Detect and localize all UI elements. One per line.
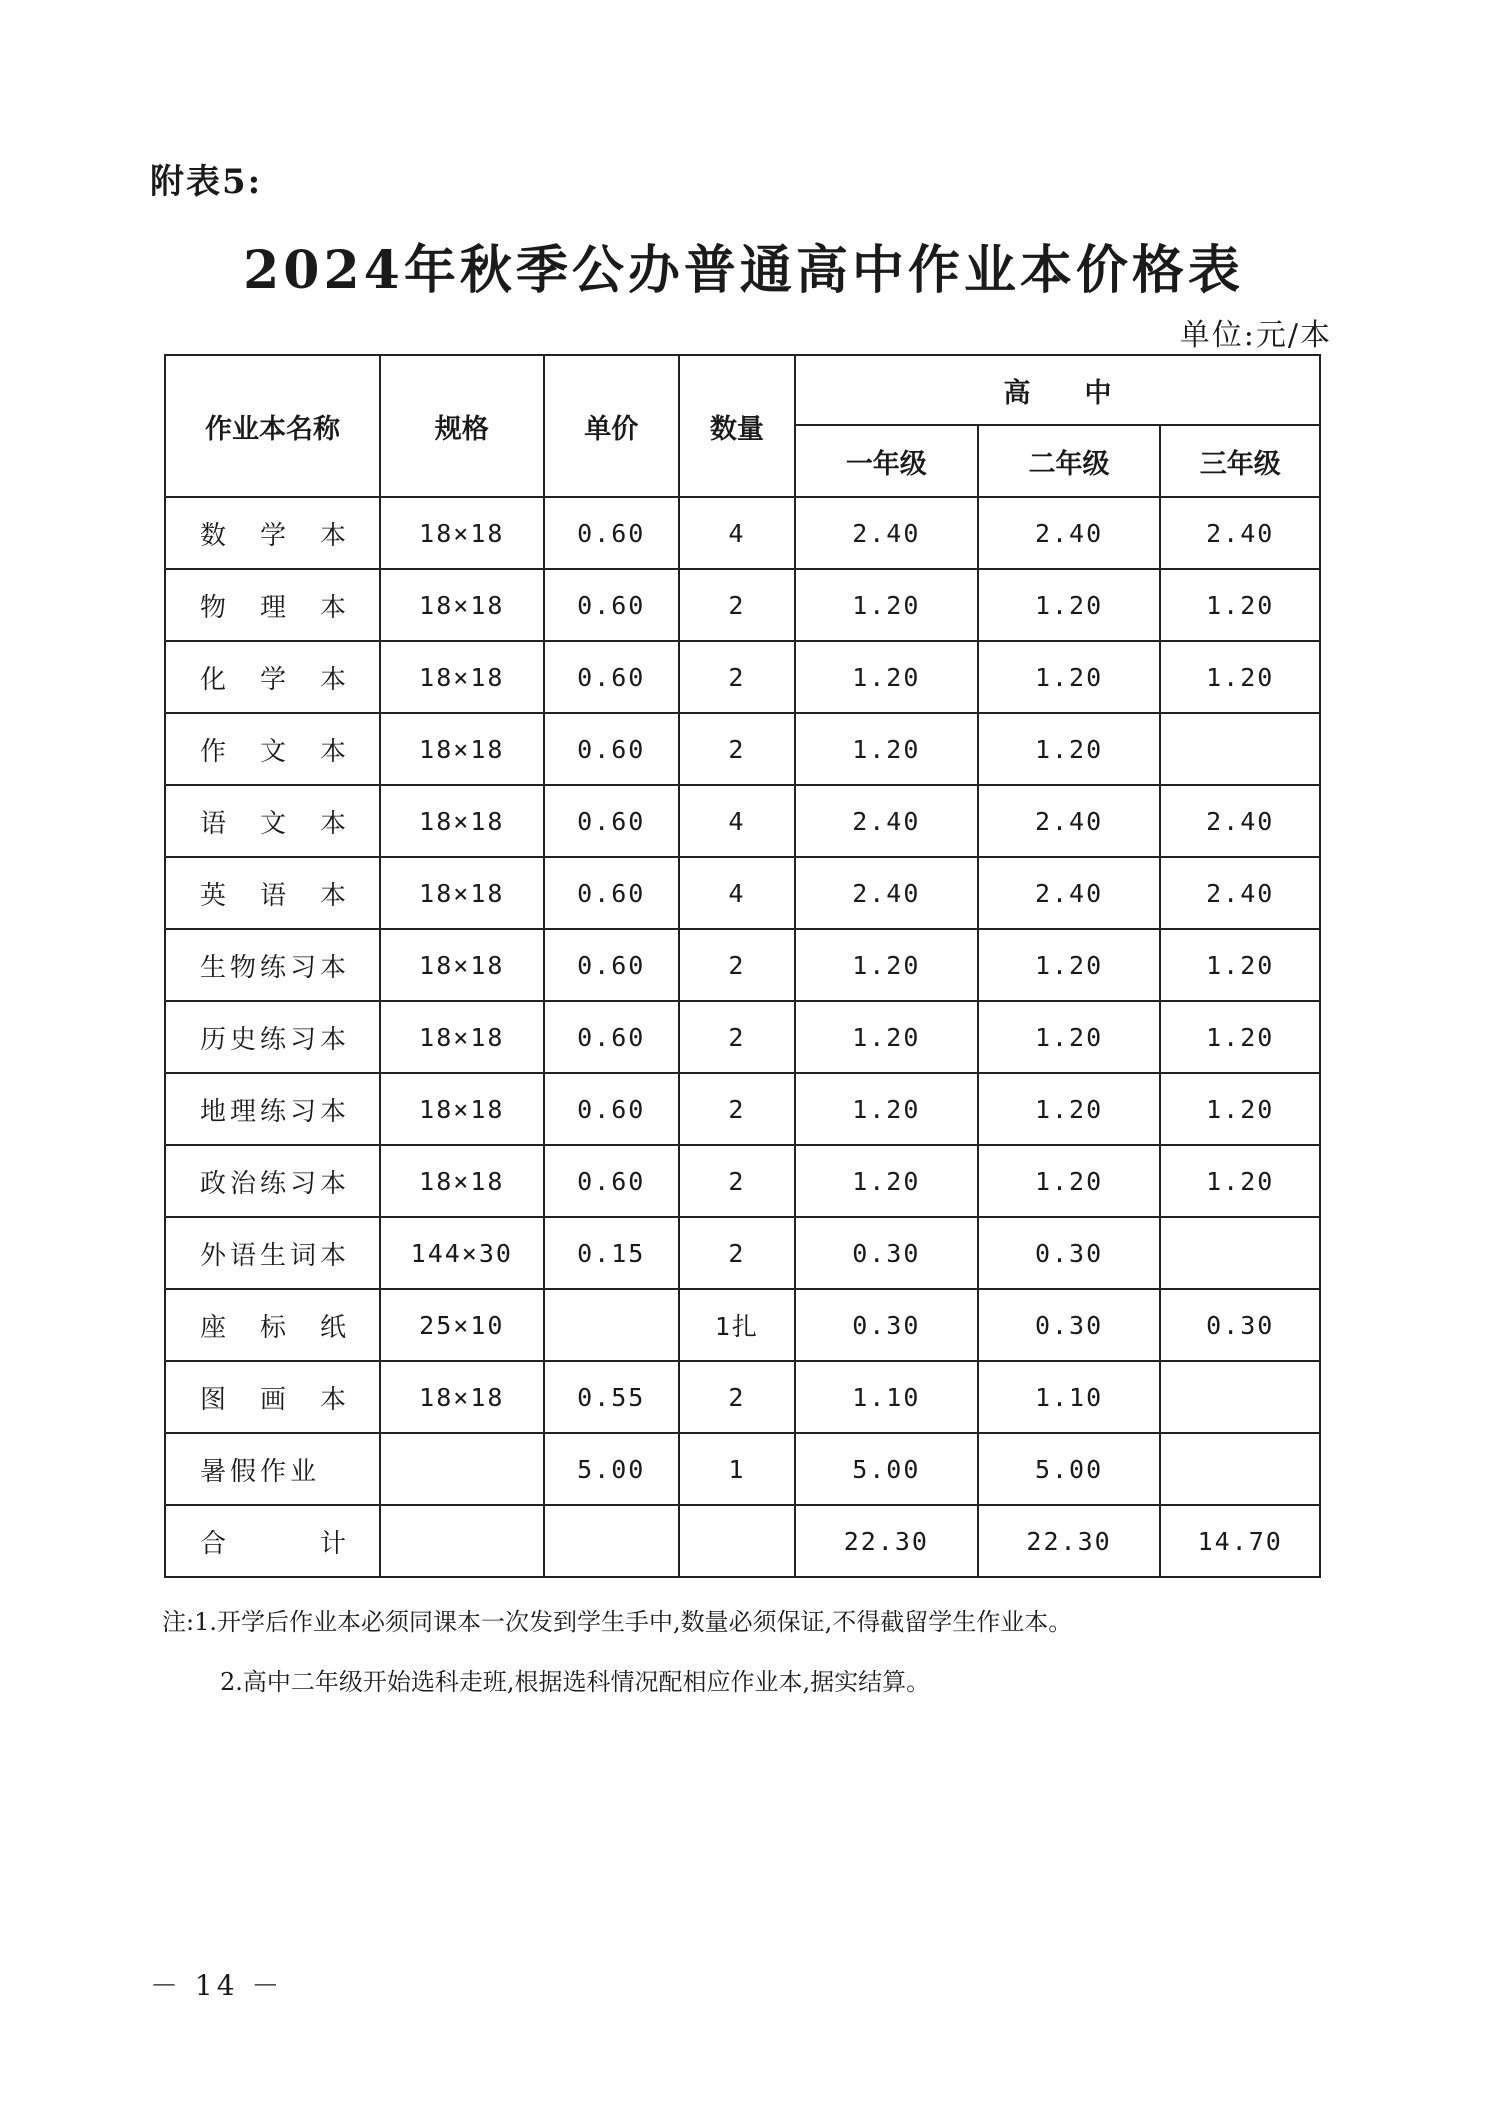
- cell-spec: 18×18: [380, 857, 544, 929]
- cell-name: 化 学 本: [165, 641, 380, 713]
- cell-grade-2: 2.40: [978, 785, 1161, 857]
- cell-unit-price: 0.60: [544, 569, 679, 641]
- table-row: [165, 497, 1320, 569]
- cell-quantity: 2: [679, 1145, 795, 1217]
- cell-spec: 144×30: [380, 1217, 544, 1289]
- cell-grade-3: 1.20: [1160, 569, 1320, 641]
- notes: [162, 1592, 1072, 1712]
- note-2: 2.高中二年级开始选科走班,根据选科情况配相应作业本,据实结算。: [220, 1668, 931, 1696]
- cell-name: 作 文 本: [165, 713, 380, 785]
- cell-quantity: 1: [679, 1433, 795, 1505]
- cell-grade-2: 0.30: [978, 1217, 1161, 1289]
- cell-grade-2: 1.20: [978, 929, 1161, 1001]
- table-row: [165, 1361, 1320, 1433]
- cell-name: 语 文 本: [165, 785, 380, 857]
- cell-grade-3: 2.40: [1160, 857, 1320, 929]
- cell-unit-price: 0.60: [544, 929, 679, 1001]
- cell-spec: 18×18: [380, 1001, 544, 1073]
- cell-grade-3: [1160, 1433, 1320, 1505]
- cell-unit-price: 0.60: [544, 857, 679, 929]
- table-row: [165, 641, 1320, 713]
- cell-quantity: 2: [679, 1073, 795, 1145]
- header-grade-2: 二年级: [978, 425, 1161, 497]
- cell-quantity: 2: [679, 1001, 795, 1073]
- header-quantity: 数量: [679, 355, 795, 497]
- table-row: [165, 1433, 1320, 1505]
- cell-grade-2: 1.20: [978, 1001, 1161, 1073]
- cell-grade-1: 22.30: [795, 1505, 978, 1577]
- cell-grade-2: 22.30: [978, 1505, 1161, 1577]
- cell-quantity: 4: [679, 857, 795, 929]
- table-row: [165, 1073, 1320, 1145]
- cell-name: 政治练习本: [165, 1145, 380, 1217]
- cell-spec: [380, 1505, 544, 1577]
- cell-quantity: 2: [679, 1217, 795, 1289]
- unit-note: 单位:元/本: [1179, 318, 1332, 353]
- cell-grade-2: 1.20: [978, 713, 1161, 785]
- cell-quantity: 4: [679, 497, 795, 569]
- cell-grade-1: 1.20: [795, 713, 978, 785]
- document-title: 2024年秋季公办普通高中作业本价格表: [243, 240, 1244, 301]
- cell-spec: 18×18: [380, 1361, 544, 1433]
- cell-spec: 18×18: [380, 569, 544, 641]
- cell-grade-1: 0.30: [795, 1217, 978, 1289]
- cell-grade-1: 1.20: [795, 641, 978, 713]
- table-body: [165, 497, 1320, 1577]
- cell-grade-3: 2.40: [1160, 785, 1320, 857]
- cell-name: 物 理 本: [165, 569, 380, 641]
- cell-name: 合 计: [165, 1505, 380, 1577]
- cell-unit-price: 0.60: [544, 1073, 679, 1145]
- cell-grade-2: 1.20: [978, 1073, 1161, 1145]
- cell-grade-2: 1.10: [978, 1361, 1161, 1433]
- cell-spec: 18×18: [380, 641, 544, 713]
- cell-grade-3: 1.20: [1160, 929, 1320, 1001]
- cell-quantity: 2: [679, 1361, 795, 1433]
- cell-spec: 18×18: [380, 929, 544, 1001]
- cell-spec: 18×18: [380, 497, 544, 569]
- cell-spec: 18×18: [380, 713, 544, 785]
- cell-grade-3: 1.20: [1160, 1145, 1320, 1217]
- table-row: [165, 785, 1320, 857]
- cell-grade-2: 2.40: [978, 497, 1161, 569]
- cell-unit-price: 0.60: [544, 1001, 679, 1073]
- cell-name: 地理练习本: [165, 1073, 380, 1145]
- cell-grade-1: 1.20: [795, 1145, 978, 1217]
- cell-name: 座 标 纸: [165, 1289, 380, 1361]
- cell-grade-1: 1.10: [795, 1361, 978, 1433]
- cell-name: 数 学 本: [165, 497, 380, 569]
- cell-grade-1: 1.20: [795, 1001, 978, 1073]
- cell-spec: [380, 1433, 544, 1505]
- cell-name: 暑假作业: [165, 1433, 380, 1505]
- cell-unit-price: 0.60: [544, 785, 679, 857]
- cell-quantity: 2: [679, 713, 795, 785]
- cell-quantity: 2: [679, 641, 795, 713]
- table-row: [165, 1505, 1320, 1577]
- cell-name: 生物练习本: [165, 929, 380, 1001]
- cell-name: 历史练习本: [165, 1001, 380, 1073]
- header-grade-3: 三年级: [1160, 425, 1320, 497]
- cell-unit-price: 0.60: [544, 1145, 679, 1217]
- cell-name: 图 画 本: [165, 1361, 380, 1433]
- cell-grade-3: 1.20: [1160, 1001, 1320, 1073]
- table-row: [165, 1217, 1320, 1289]
- cell-grade-1: 1.20: [795, 929, 978, 1001]
- cell-grade-1: 2.40: [795, 857, 978, 929]
- cell-spec: 18×18: [380, 1145, 544, 1217]
- cell-unit-price: 0.60: [544, 497, 679, 569]
- cell-quantity: 1扎: [679, 1289, 795, 1361]
- cell-unit-price: 0.15: [544, 1217, 679, 1289]
- cell-grade-1: 5.00: [795, 1433, 978, 1505]
- cell-unit-price: 0.55: [544, 1361, 679, 1433]
- cell-grade-2: 0.30: [978, 1289, 1161, 1361]
- price-table: [164, 354, 1321, 1578]
- cell-grade-3: [1160, 713, 1320, 785]
- cell-grade-2: 1.20: [978, 641, 1161, 713]
- cell-spec: 18×18: [380, 1073, 544, 1145]
- cell-grade-2: 2.40: [978, 857, 1161, 929]
- cell-unit-price: [544, 1289, 679, 1361]
- cell-quantity: 2: [679, 569, 795, 641]
- table-row: [165, 713, 1320, 785]
- cell-grade-2: 1.20: [978, 569, 1161, 641]
- cell-unit-price: 0.60: [544, 713, 679, 785]
- cell-name: 外语生词本: [165, 1217, 380, 1289]
- table-row: [165, 569, 1320, 641]
- cell-grade-2: 1.20: [978, 1145, 1161, 1217]
- table-row: [165, 1289, 1320, 1361]
- cell-grade-1: 2.40: [795, 785, 978, 857]
- cell-grade-3: 1.20: [1160, 641, 1320, 713]
- cell-name: 英 语 本: [165, 857, 380, 929]
- cell-grade-3: 0.30: [1160, 1289, 1320, 1361]
- note-1: 注:1.开学后作业本必须同课本一次发到学生手中,数量必须保证,不得截留学生作业本。: [162, 1608, 1073, 1636]
- cell-grade-3: [1160, 1361, 1320, 1433]
- header-row-1: [165, 355, 1320, 425]
- cell-grade-1: 1.20: [795, 1073, 978, 1145]
- cell-grade-1: 1.20: [795, 569, 978, 641]
- header-high-school: 高 中: [795, 355, 1320, 425]
- cell-unit-price: 5.00: [544, 1433, 679, 1505]
- cell-unit-price: 0.60: [544, 641, 679, 713]
- cell-grade-3: 2.40: [1160, 497, 1320, 569]
- cell-grade-1: 2.40: [795, 497, 978, 569]
- table-row: [165, 857, 1320, 929]
- table-row: [165, 929, 1320, 1001]
- cell-spec: 25×10: [380, 1289, 544, 1361]
- cell-grade-3: 1.20: [1160, 1073, 1320, 1145]
- table-row: [165, 1001, 1320, 1073]
- header-name: 作业本名称: [165, 355, 380, 497]
- page-number: － 14 －: [150, 1969, 284, 2002]
- cell-quantity: [679, 1505, 795, 1577]
- cell-quantity: 2: [679, 929, 795, 1001]
- cell-grade-3: [1160, 1217, 1320, 1289]
- header-unit-price: 单价: [544, 355, 679, 497]
- cell-grade-1: 0.30: [795, 1289, 978, 1361]
- header-spec: 规格: [380, 355, 544, 497]
- cell-unit-price: [544, 1505, 679, 1577]
- cell-grade-2: 5.00: [978, 1433, 1161, 1505]
- cell-quantity: 4: [679, 785, 795, 857]
- appendix-label: 附表5:: [150, 162, 263, 202]
- header-grade-1: 一年级: [795, 425, 978, 497]
- table-row: [165, 1145, 1320, 1217]
- cell-grade-3: 14.70: [1160, 1505, 1320, 1577]
- cell-spec: 18×18: [380, 785, 544, 857]
